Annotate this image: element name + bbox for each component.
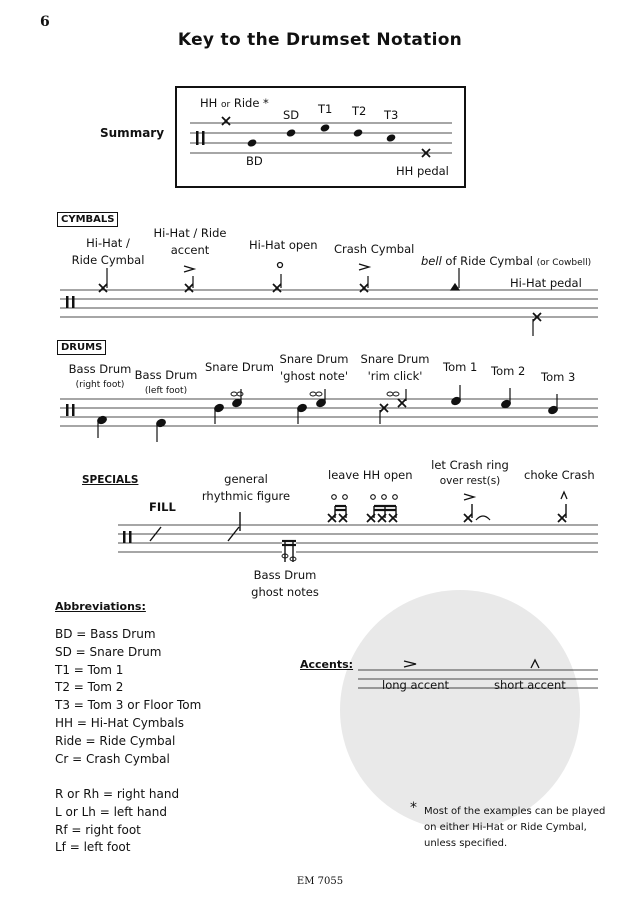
drum-bd-left-line1: Bass Drum <box>134 368 198 382</box>
summary-ride-text: Ride * <box>233 96 269 110</box>
cymbal-accent-line2: accent <box>170 243 210 257</box>
cymbal-hihat-open-label: Hi-Hat open <box>249 238 318 252</box>
specials-fill-label: FILL <box>149 500 176 514</box>
specials-bd-ghost-line2: ghost notes <box>251 585 319 599</box>
hand-item: L or Lh = left hand <box>55 804 167 819</box>
specials-general-line2: rhythmic figure <box>201 489 291 503</box>
cymbal-hihat-ride-line1: Hi-Hat / <box>86 236 130 250</box>
accent-long-label: long accent <box>382 678 450 692</box>
accent-short-label: short accent <box>494 678 566 692</box>
summary-hh-pedal-label: HH pedal <box>396 164 449 178</box>
abbr-item: T3 = Tom 3 or Floor Tom <box>55 698 202 713</box>
specials-leave-hh-label: leave HH open <box>328 468 413 482</box>
cymbal-hihat-pedal-label: Hi-Hat pedal <box>510 276 582 290</box>
abbr-item: BD = Bass Drum <box>55 627 156 641</box>
drum-ghost-line1: Snare Drum <box>279 352 349 366</box>
abbr-item: HH = Hi-Hat Cymbals <box>55 715 185 730</box>
footnote-star: * <box>410 800 417 816</box>
hand-item: Lf = left foot <box>55 840 131 855</box>
drums-notes <box>97 385 559 442</box>
summary-label: Summary <box>100 126 165 140</box>
accents-marks <box>404 660 539 668</box>
page-number: 6 <box>40 14 50 30</box>
drum-rim-line1: Snare Drum <box>360 352 430 366</box>
specials-choke-label: choke Crash <box>524 468 595 482</box>
abbr-item: SD = Snare Drum <box>55 644 162 659</box>
specials-general-line1: general <box>224 472 268 486</box>
drum-bd-left-sub: (left foot) <box>144 386 188 396</box>
specials-heading: SPECIALS <box>82 474 139 486</box>
specials-let-crash-line1: let Crash ring <box>431 458 509 472</box>
summary-or-text: or <box>220 100 231 110</box>
footnote-line1: Most of the examples can be played <box>424 806 606 817</box>
abbr-item: Cr = Crash Cymbal <box>55 751 170 766</box>
drum-ghost-line2: 'ghost note' <box>279 369 348 383</box>
accents-heading: Accents: <box>300 658 354 671</box>
summary-t2-label: T2 <box>352 104 367 118</box>
summary-t3-label: T3 <box>384 108 399 122</box>
specials-clef <box>123 531 132 543</box>
summary-t1-label: T1 <box>318 102 333 116</box>
footnote-line3: unless specified. <box>424 838 508 849</box>
cymbal-bell-italic: bell <box>421 254 442 268</box>
drum-tom1-label: Tom 1 <box>443 360 478 374</box>
specials-staff <box>118 525 598 552</box>
drum-snare-label: Snare Drum <box>205 360 274 374</box>
drum-bd-right-line1: Bass Drum <box>68 362 132 376</box>
hand-item: R or Rh = right hand <box>55 787 180 801</box>
drums-clef <box>66 404 75 416</box>
cymbal-accent-line1: Hi-Hat / Ride <box>153 226 227 240</box>
cymbal-bell-rest: of Ride Cymbal <box>445 254 533 268</box>
cymbals-clef <box>66 296 75 308</box>
specials-let-crash-line2: over rest(s) <box>439 475 501 487</box>
cymbals-heading: CYMBALS <box>57 212 118 227</box>
accents-staff <box>358 670 598 688</box>
drums-staff <box>60 399 598 426</box>
page-footer: EM 7055 <box>296 876 344 887</box>
summary-bd-label: BD <box>246 154 263 168</box>
abbr-item: T2 = Tom 2 <box>55 680 124 695</box>
summary-sd-label: SD <box>283 108 300 122</box>
abbreviations-heading: Abbreviations: <box>55 600 146 613</box>
cymbals-staff <box>60 290 598 317</box>
drum-rim-line2: 'rim click' <box>367 369 423 383</box>
abbr-item: T1 = Tom 1 <box>55 662 124 677</box>
cymbal-hihat-ride-line2: Ride Cymbal <box>71 253 145 267</box>
summary-hh-text: HH <box>200 96 218 110</box>
drum-bd-right-sub: (right foot) <box>75 380 125 390</box>
hand-item: Rf = right foot <box>55 822 141 837</box>
drums-heading: DRUMS <box>57 340 106 355</box>
drum-tom2-label: Tom 2 <box>491 364 526 378</box>
page-title: Key to the Drumset Notation <box>177 30 463 50</box>
specials-bd-ghost-line1: Bass Drum <box>253 568 317 582</box>
cymbal-crash-label: Crash Cymbal <box>334 242 415 256</box>
abbr-item: Ride = Ride Cymbal <box>55 733 176 748</box>
footnote-line2: on either Hi-Hat or Ride Cymbal, <box>424 822 587 833</box>
drum-tom3-label: Tom 3 <box>541 370 576 384</box>
cymbal-cowbell: (or Cowbell) <box>536 258 592 268</box>
